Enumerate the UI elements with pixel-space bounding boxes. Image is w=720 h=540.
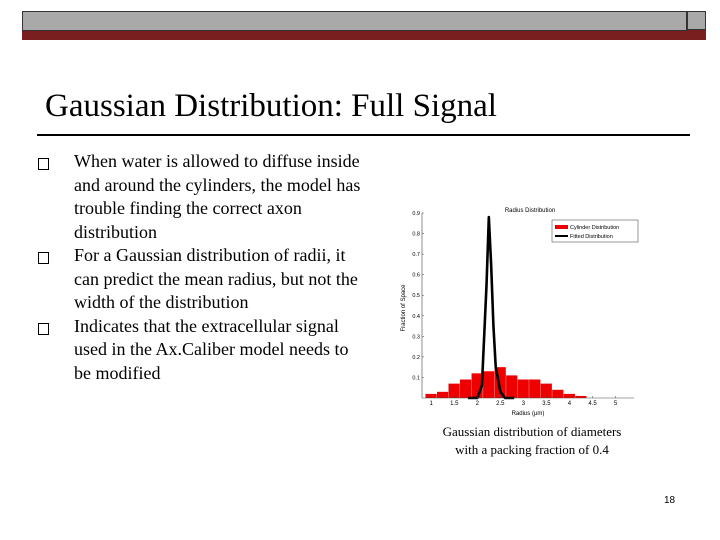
- chart-y-tick-label: 0.3: [412, 334, 420, 341]
- figure-caption: [412, 423, 652, 459]
- bullet-square-icon: [38, 323, 49, 335]
- bullet-square-icon: [38, 252, 49, 264]
- bullet-item: [36, 150, 366, 244]
- chart-x-tick-label: 4: [567, 401, 572, 407]
- chart-bar: [460, 380, 471, 399]
- chart-title: Radius Distribution: [504, 208, 556, 214]
- slide-title: Gaussian Distribution: Full Signal: [45, 88, 497, 124]
- chart-x-tick-label: 1: [429, 401, 433, 407]
- legend-label-line: Fitted Distribution: [570, 234, 613, 240]
- chart-bar: [541, 384, 552, 398]
- caption-line: Gaussian distribution of diameters: [442, 424, 622, 439]
- chart-y-tick-label: 0.2: [412, 354, 420, 361]
- chart-x-tick-label: 2.5: [496, 401, 505, 407]
- chart-y-axis-label: Fraction of Space: [401, 284, 407, 332]
- top-banner-red: [22, 31, 687, 40]
- bullet-item: [36, 244, 366, 315]
- chart-bar: [518, 380, 529, 399]
- bullet-list: [36, 150, 366, 385]
- chart-x-tick-label: 1.5: [450, 401, 459, 407]
- chart-y-tick-label: 0.7: [412, 252, 420, 259]
- chart-y-tick-label: 0.6: [412, 272, 420, 279]
- chart-legend: [552, 220, 638, 242]
- bullet-text: When water is allowed to diffuse inside and around the cylinders, the model has trouble finding the correct axon distribution: [74, 151, 361, 242]
- title-divider: [37, 134, 690, 136]
- bullet-square-icon: [38, 158, 49, 170]
- chart-x-tick-label: 5: [613, 401, 618, 407]
- chart-y-tick-label: 0.9: [412, 211, 420, 217]
- legend-label-bars: Cylinder Distribution: [570, 225, 620, 231]
- chart-x-tick-label: 4.5: [588, 401, 597, 407]
- chart-bar: [575, 396, 586, 398]
- bullet-text: Indicates that the extracellular signal used in the Ax.Caliber model needs to be modified: [74, 315, 349, 383]
- chart-bar: [552, 390, 563, 398]
- chart-x-tick-label: 3.5: [542, 401, 551, 407]
- chart-y-tick-label: 0.8: [412, 231, 420, 238]
- chart-y-tick-label: 0.5: [412, 293, 420, 300]
- chart-x-axis-label: Radius (µm): [511, 411, 545, 417]
- corner-square-gray: [687, 11, 706, 30]
- corner-square-red: [687, 30, 706, 40]
- chart-bar: [483, 371, 494, 398]
- top-banner-gray: [22, 11, 687, 31]
- chart-bar: [449, 384, 460, 398]
- chart-x-tick-label: 3: [521, 401, 526, 407]
- chart-x-tick-label: 2: [475, 401, 479, 407]
- page-number: 18: [664, 495, 676, 506]
- chart-bar: [506, 375, 517, 398]
- chart-bar: [529, 380, 540, 399]
- chart-series-line: [468, 217, 514, 398]
- chart-bar: [437, 392, 448, 398]
- chart-y-tick-label: 0.1: [412, 375, 420, 382]
- bullet-text: For a Gaussian distribution of radii, it can predict the mean radius, but not the width of the distribution: [74, 245, 358, 312]
- legend-swatch-bars: [555, 225, 568, 229]
- radius-distribution-chart: [398, 198, 648, 420]
- caption-line: with a packing fraction of 0.4: [455, 442, 609, 457]
- chart-y-tick-label: 0.4: [412, 313, 420, 320]
- bullet-item: [36, 315, 366, 386]
